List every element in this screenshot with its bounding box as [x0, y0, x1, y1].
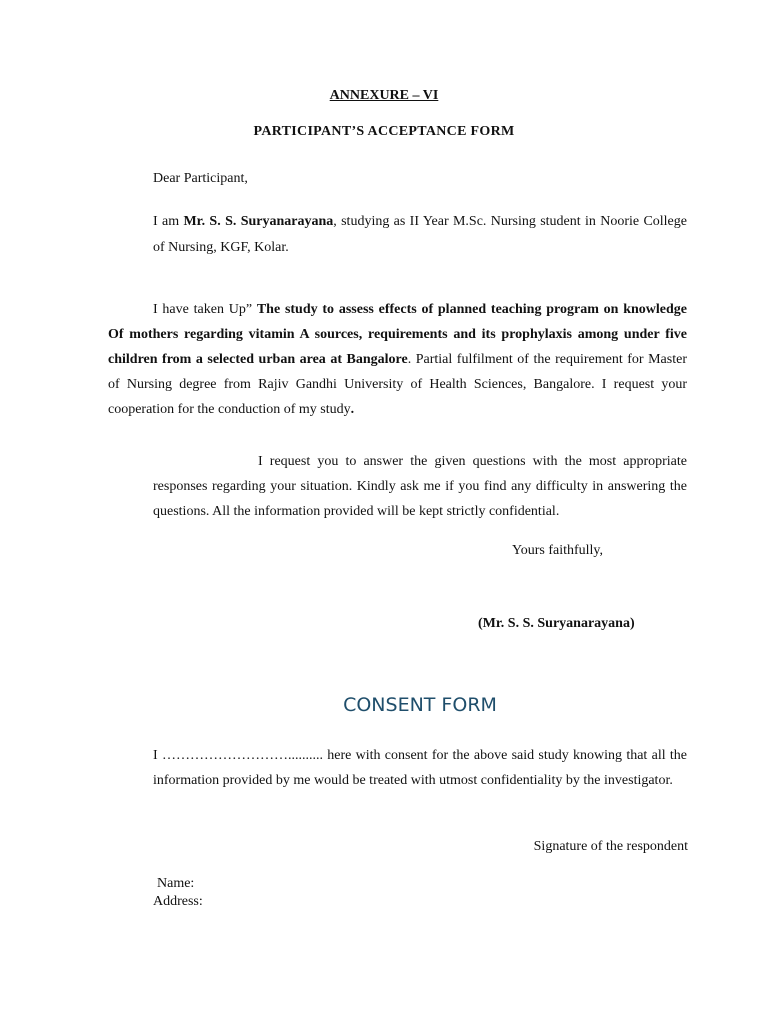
closing-line: Yours faithfully, — [512, 543, 604, 558]
annexure-heading: ANNEXURE – VI — [329, 88, 439, 103]
request-paragraph — [153, 449, 687, 524]
researcher-signature: (Mr. S. S. Suryanarayana) — [478, 616, 635, 631]
consent-form-title: CONSENT FORM — [343, 694, 497, 716]
study-suffix: . Partial fulfilment of the requirement for Master of Nursing degree from Rajiv Gandhi University of Health Sciences, Bangalore. I request your cooperation for the conduction of my study — [108, 352, 687, 417]
respondent-signature-label: Signature of the respondent — [533, 839, 688, 854]
intro-prefix: I am — [153, 214, 184, 229]
name-label: Name: — [157, 876, 195, 891]
intro-suffix: , studying as II Year M.Sc. Nursing student in Noorie College of Nursing, KGF, Kolar. — [153, 214, 687, 255]
study-end-period: . — [350, 402, 355, 417]
study-paragraph — [108, 297, 687, 422]
author-name: Mr. S. S. Suryanarayana — [183, 214, 334, 229]
address-label: Address: — [153, 894, 203, 909]
request-text: I request you to answer the given questions with the most appropriate responses regarding your situation. Kindly ask me if you find any difficulty in answering the questions. All the information provided will be kept strictly confidential. — [153, 454, 687, 519]
intro-paragraph — [153, 209, 687, 261]
greeting: Dear Participant, — [153, 171, 248, 186]
study-title: The study to assess effects of planned teaching program on knowledge Of mothers regarding vitamin A sources, requirements and its prophylaxis among under five children from a selected urban area at Bangalore — [108, 302, 687, 367]
study-prefix: I have taken Up” — [153, 302, 257, 317]
consent-paragraph: I ……………………….......... here with consent for the above said study knowing that all the information provided by me would be treated with utmost confidentiality by the investigator. — [153, 748, 687, 788]
form-title: PARTICIPANT’S ACCEPTANCE FORM — [253, 124, 515, 139]
